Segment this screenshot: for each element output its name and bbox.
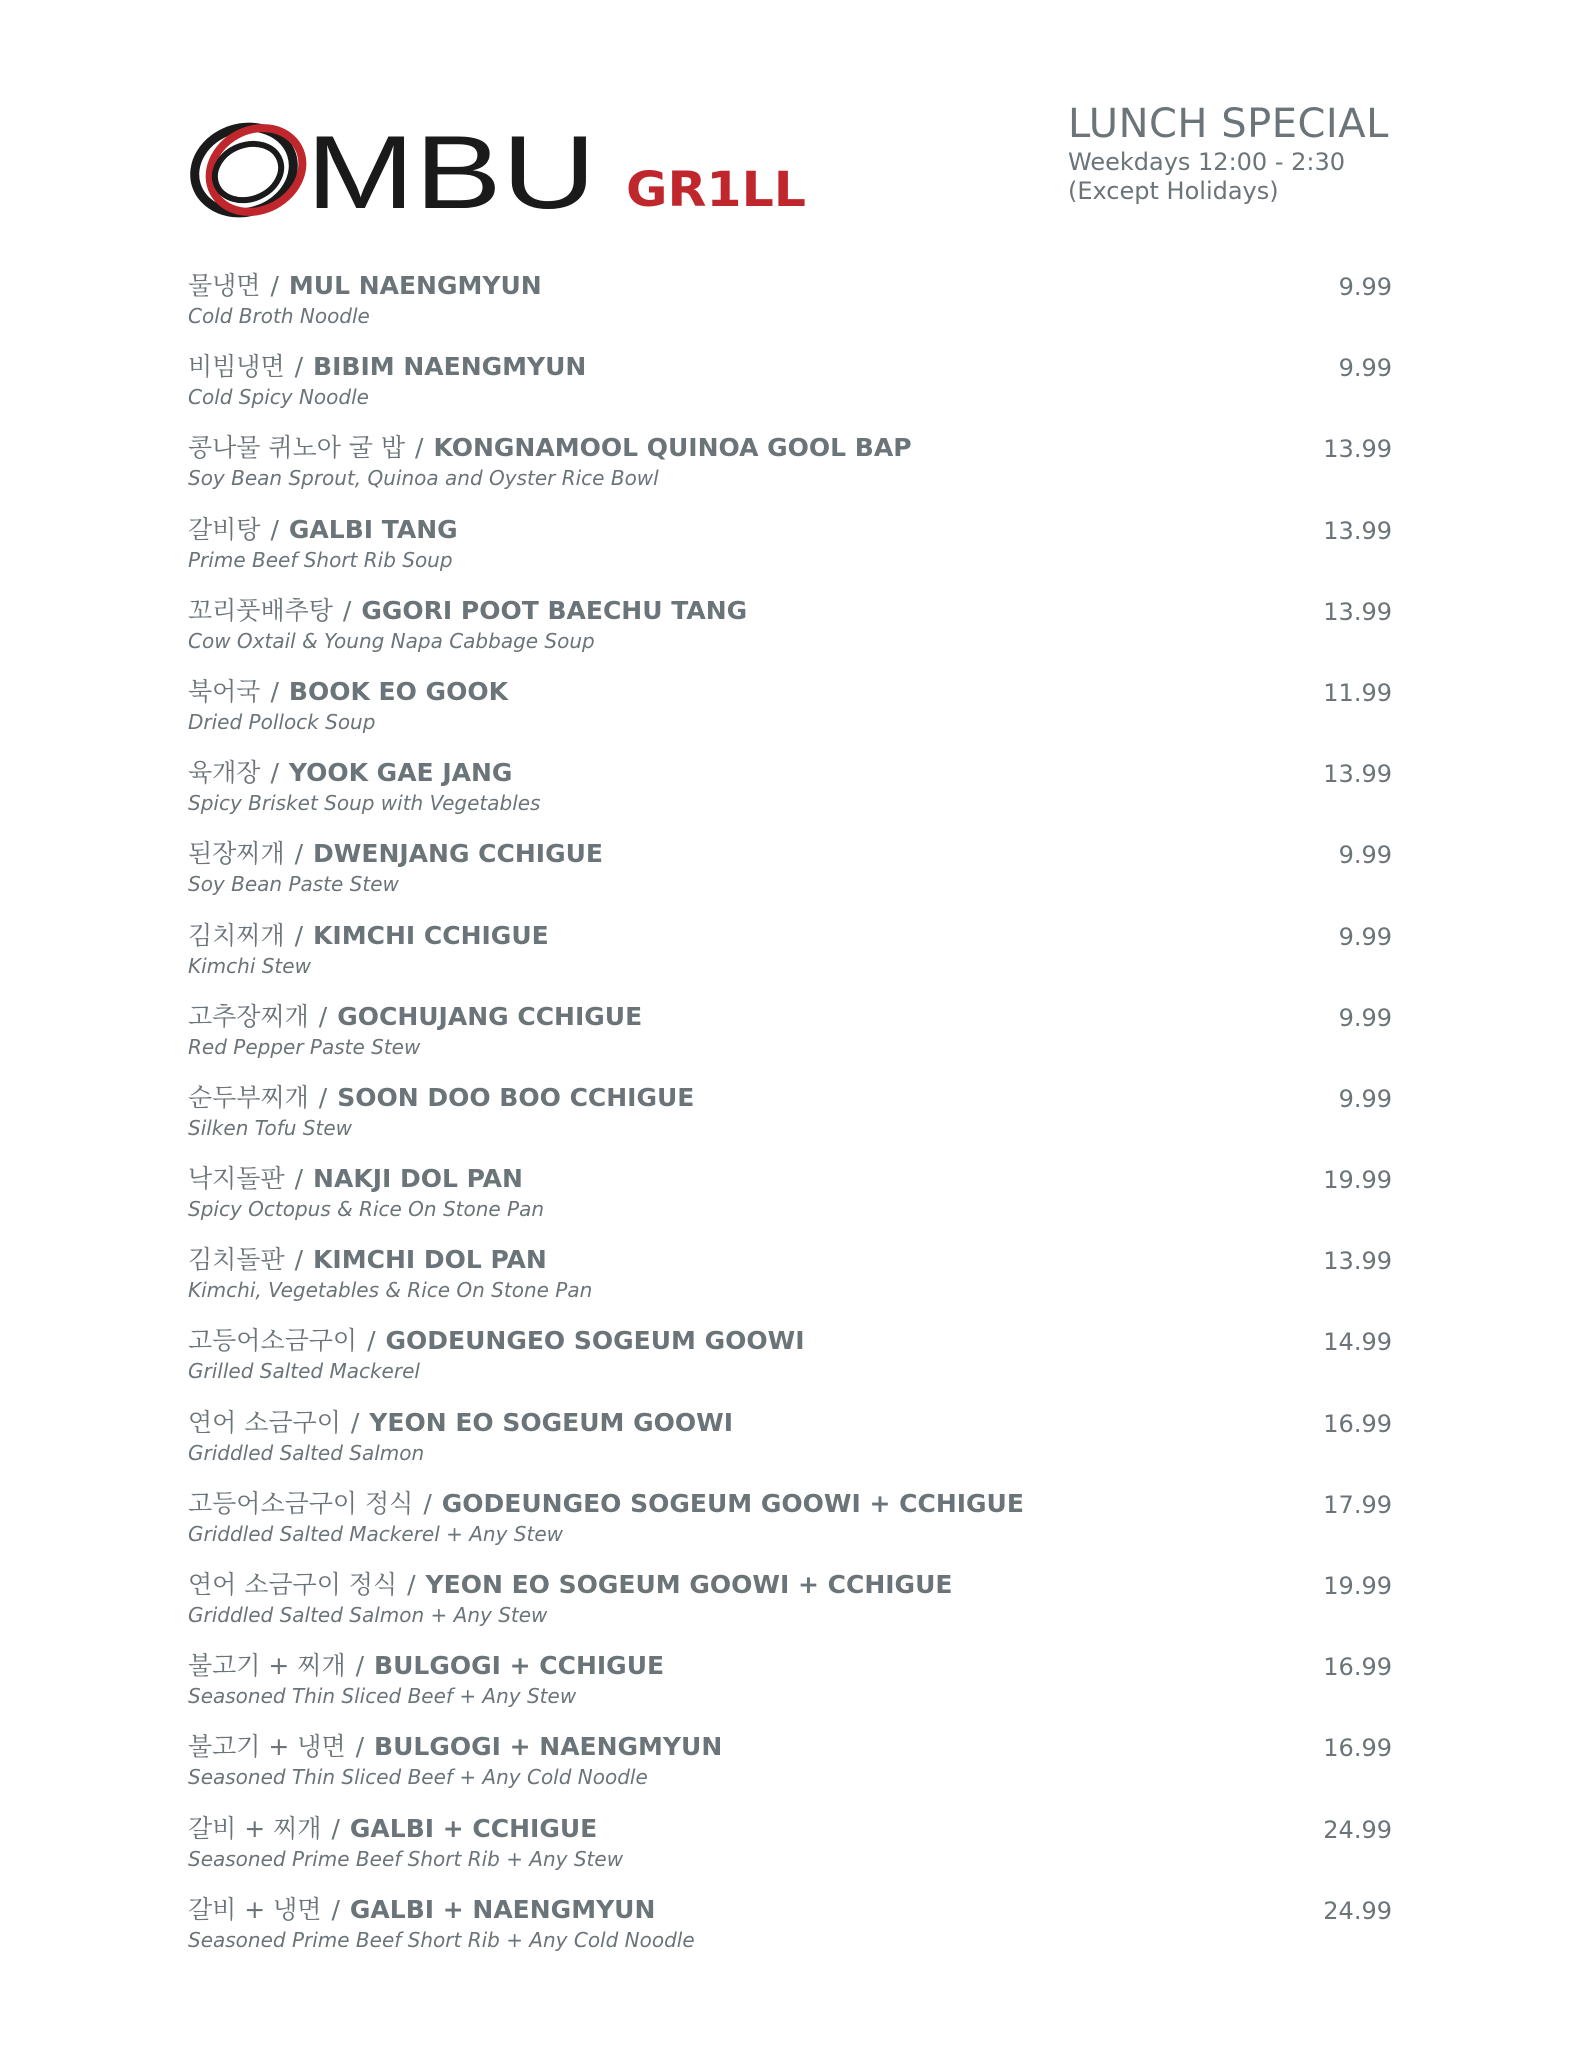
- menu-item-separator: /: [342, 595, 352, 625]
- menu-item-price: 9.99: [1338, 922, 1392, 951]
- menu-item-separator: /: [318, 1001, 328, 1031]
- menu-item-description: Griddled Salted Salmon + Any Stew: [188, 1603, 548, 1627]
- menu-item-price: 9.99: [1338, 1003, 1392, 1032]
- menu-item: [188, 1321, 1392, 1402]
- menu-item-separator: /: [415, 433, 424, 463]
- menu-list: [188, 266, 1392, 1971]
- menu-item-separator: /: [270, 676, 279, 706]
- menu-item-separator: /: [367, 1326, 376, 1356]
- menu-item-price: 24.99: [1323, 1815, 1392, 1844]
- menu-item-korean-name: 불고기 + 냉면: [188, 1732, 346, 1762]
- logo-mbu-text: MBU: [306, 118, 596, 228]
- menu-item-korean-name: 고등어소금구이 정식: [188, 1488, 414, 1518]
- menu-item-separator: /: [270, 758, 279, 788]
- menu-item-description: Prime Beef Short Rib Soup: [188, 547, 453, 572]
- menu-item-english-name: GOCHUJANG CCHIGUE: [337, 1001, 643, 1031]
- menu-item-korean-name: 연어 소금구이 정식: [188, 1570, 398, 1599]
- menu-item-korean-name: 북어국: [188, 676, 261, 706]
- menu-item-description: Cold Spicy Noodle: [188, 385, 369, 410]
- menu-item: [188, 1078, 1392, 1159]
- menu-item-description: Red Pepper Paste Stew: [188, 1034, 421, 1059]
- menu-item-separator: /: [331, 1894, 340, 1924]
- menu-item-separator: /: [318, 1082, 328, 1112]
- menu-item: [188, 1890, 1392, 1971]
- menu-item: [188, 347, 1392, 428]
- menu-item-description: Griddled Salted Salmon: [188, 1440, 425, 1465]
- menu-item-english-name: GODEUNGEO SOGEUM GOOWI: [385, 1326, 805, 1356]
- menu-item-description: Seasoned Prime Beef Short Rib + Any Stew: [188, 1846, 624, 1871]
- menu-item: [188, 510, 1392, 591]
- menu-item-english-name: YEON EO SOGEUM GOOWI: [369, 1407, 734, 1437]
- menu-item-title: [188, 676, 508, 708]
- menu-item-english-name: SOON DOO BOO CCHIGUE: [337, 1082, 695, 1112]
- menu-item-separator: /: [270, 514, 279, 544]
- menu-item-korean-name: 낙지돌판: [188, 1164, 285, 1194]
- menu-item-separator: /: [407, 1570, 416, 1599]
- menu-item: [188, 753, 1392, 834]
- menu-item-price: 13.99: [1323, 1247, 1392, 1276]
- menu-item: [188, 1565, 1392, 1646]
- lunch-special-hours: Weekdays 12:00 - 2:30: [1068, 148, 1346, 176]
- menu-item-title: [188, 432, 912, 464]
- menu-item-description: Spicy Brisket Soup with Vegetables: [188, 791, 541, 816]
- menu-item-separator: /: [294, 920, 304, 950]
- logo-grill-text: GR1LL: [626, 162, 806, 218]
- menu-item: [188, 834, 1392, 915]
- menu-item-title: [188, 270, 542, 302]
- menu-item-title: [188, 1569, 952, 1601]
- menu-item-english-name: KIMCHI CCHIGUE: [313, 920, 549, 950]
- menu-item-korean-name: 불고기 + 찌개: [188, 1651, 346, 1681]
- menu-item-korean-name: 물냉면: [188, 271, 261, 300]
- menu-item-separator: /: [331, 1813, 340, 1843]
- menu-item-description: Soy Bean Paste Stew: [188, 872, 399, 897]
- menu-item-description: Seasoned Prime Beef Short Rib + Any Cold Noodle: [188, 1927, 695, 1952]
- menu-item-title: [188, 1650, 664, 1682]
- menu-item-description: Griddled Salted Mackerel + Any Stew: [188, 1521, 563, 1546]
- logo-o-mark: [186, 118, 317, 228]
- menu-item-korean-name: 꼬리풋배추탕: [188, 595, 333, 625]
- menu-item-title: [188, 1163, 523, 1195]
- menu-item-english-name: BULGOGI + NAENGMYUN: [374, 1732, 723, 1762]
- menu-item-price: 17.99: [1323, 1490, 1392, 1519]
- menu-item-description: Soy Bean Sprout, Quinoa and Oyster Rice Bowl: [188, 466, 659, 491]
- menu-item-korean-name: 김치돌판: [188, 1245, 285, 1275]
- menu-item-english-name: YOOK GAE JANG: [288, 758, 513, 788]
- menu-item-english-name: GALBI + CCHIGUE: [349, 1813, 598, 1843]
- menu-item-english-name: GALBI TANG: [288, 514, 458, 544]
- restaurant-logo: [186, 118, 826, 228]
- menu-item-korean-name: 된장찌개: [188, 839, 285, 869]
- menu-item-description: Kimchi, Vegetables & Rice On Stone Pan: [188, 1278, 593, 1303]
- menu-item: [188, 591, 1392, 672]
- menu-item-separator: /: [423, 1488, 432, 1518]
- menu-item-english-name: GODEUNGEO SOGEUM GOOWI + CCHIGUE: [441, 1488, 1024, 1518]
- menu-item-korean-name: 콩나물 퀴노아 굴 밥: [188, 433, 406, 463]
- menu-item: [188, 1727, 1392, 1808]
- menu-item-separator: /: [355, 1732, 365, 1762]
- menu-item-price: 9.99: [1338, 273, 1392, 301]
- menu-item-korean-name: 갈비 + 냉면: [188, 1894, 322, 1924]
- menu-item-description: Seasoned Thin Sliced Beef + Any Cold Noodle: [188, 1765, 648, 1790]
- menu-item: [188, 1809, 1392, 1890]
- menu-item-english-name: GGORI POOT BAECHU TANG: [361, 595, 748, 625]
- menu-item-price: 19.99: [1323, 1166, 1392, 1195]
- menu-item-english-name: YEON EO SOGEUM GOOWI + CCHIGUE: [425, 1570, 953, 1599]
- menu-item-english-name: KONGNAMOOL QUINOA GOOL BAP: [433, 433, 912, 463]
- menu-item-english-name: MUL NAENGMYUN: [288, 271, 542, 300]
- menu-item-price: 14.99: [1323, 1328, 1392, 1357]
- menu-item-title: [188, 838, 603, 870]
- menu-item: [188, 916, 1392, 997]
- menu-item-separator: /: [355, 1651, 365, 1681]
- menu-item-title: [188, 1813, 597, 1845]
- menu-item-separator: /: [350, 1407, 360, 1437]
- menu-item-title: [188, 1894, 655, 1926]
- menu-item-title: [188, 1731, 722, 1763]
- menu-item-english-name: GALBI + NAENGMYUN: [349, 1894, 656, 1924]
- menu-item-title: [188, 757, 512, 789]
- menu-item-description: Grilled Salted Mackerel: [188, 1359, 420, 1384]
- menu-item-price: 16.99: [1323, 1653, 1392, 1682]
- ombu-logo-graphic: [186, 118, 826, 228]
- menu-item-price: 16.99: [1323, 1409, 1392, 1438]
- menu-item-description: Cow Oxtail & Young Napa Cabbage Soup: [188, 628, 595, 653]
- menu-item: [188, 266, 1392, 347]
- menu-item-korean-name: 고추장찌개: [188, 1001, 309, 1031]
- menu-item-title: [188, 1082, 694, 1114]
- menu-item-price: 13.99: [1323, 597, 1392, 626]
- menu-item-title: [188, 1488, 1024, 1520]
- menu-item-title: [188, 1407, 733, 1439]
- menu-item-price: 16.99: [1323, 1734, 1392, 1763]
- menu-item-title: [188, 351, 586, 383]
- menu-item-english-name: NAKJI DOL PAN: [313, 1164, 523, 1194]
- menu-item-korean-name: 순두부찌개: [188, 1082, 309, 1112]
- menu-item-title: [188, 1244, 547, 1276]
- menu-item-separator: /: [294, 1164, 304, 1194]
- menu-item: [188, 1646, 1392, 1727]
- menu-item-price: 24.99: [1323, 1896, 1392, 1925]
- menu-item-description: Seasoned Thin Sliced Beef + Any Stew: [188, 1684, 577, 1709]
- menu-item-price: 9.99: [1338, 354, 1392, 383]
- menu-item-separator: /: [294, 1245, 304, 1275]
- menu-item-separator: /: [294, 839, 304, 869]
- menu-item-korean-name: 갈비탕: [188, 514, 261, 544]
- menu-item: [188, 1484, 1392, 1565]
- menu-item-price: 9.99: [1338, 841, 1392, 870]
- menu-item-english-name: BOOK EO GOOK: [288, 676, 508, 706]
- menu-item-price: 19.99: [1323, 1572, 1392, 1600]
- menu-item-english-name: KIMCHI DOL PAN: [313, 1245, 547, 1275]
- lunch-special-title: LUNCH SPECIAL: [1068, 101, 1389, 147]
- menu-item-korean-name: 육개장: [188, 758, 261, 788]
- menu-item-korean-name: 김치찌개: [188, 920, 285, 950]
- menu-item-description: Kimchi Stew: [188, 953, 311, 978]
- menu-item-price: 9.99: [1338, 1084, 1392, 1113]
- menu-item-title: [188, 1325, 805, 1357]
- lunch-special-header: [1068, 100, 1488, 206]
- menu-item: [188, 997, 1392, 1078]
- menu-item-separator: /: [294, 352, 304, 382]
- menu-item: [188, 672, 1392, 753]
- menu-item-korean-name: 비빔냉면: [188, 352, 285, 382]
- menu-item-price: 13.99: [1323, 516, 1392, 545]
- menu-item: [188, 1403, 1392, 1484]
- menu-item-english-name: BIBIM NAENGMYUN: [313, 352, 587, 382]
- menu-item-korean-name: 연어 소금구이: [188, 1407, 341, 1437]
- menu-item: [188, 428, 1392, 509]
- lunch-special-note: (Except Holidays): [1068, 177, 1279, 205]
- menu-item-description: Silken Tofu Stew: [188, 1115, 352, 1140]
- menu-item-description: Cold Broth Noodle: [188, 304, 370, 328]
- menu-item-price: 11.99: [1323, 678, 1392, 707]
- menu-item-title: [188, 514, 458, 546]
- menu-item-title: [188, 1001, 642, 1033]
- menu-item: [188, 1159, 1392, 1240]
- menu-item-description: Dried Pollock Soup: [188, 709, 376, 734]
- menu-item-title: [188, 595, 747, 627]
- menu-item-english-name: BULGOGI + CCHIGUE: [374, 1651, 665, 1681]
- menu-item-price: 13.99: [1323, 760, 1392, 789]
- menu-item-korean-name: 갈비 + 찌개: [188, 1813, 322, 1843]
- menu-item-english-name: DWENJANG CCHIGUE: [313, 839, 603, 869]
- menu-item: [188, 1240, 1392, 1321]
- menu-item-title: [188, 920, 549, 952]
- menu-item-separator: /: [270, 271, 279, 300]
- menu-item-price: 13.99: [1323, 435, 1392, 464]
- menu-item-description: Spicy Octopus & Rice On Stone Pan: [188, 1197, 545, 1222]
- menu-item-korean-name: 고등어소금구이: [188, 1326, 358, 1356]
